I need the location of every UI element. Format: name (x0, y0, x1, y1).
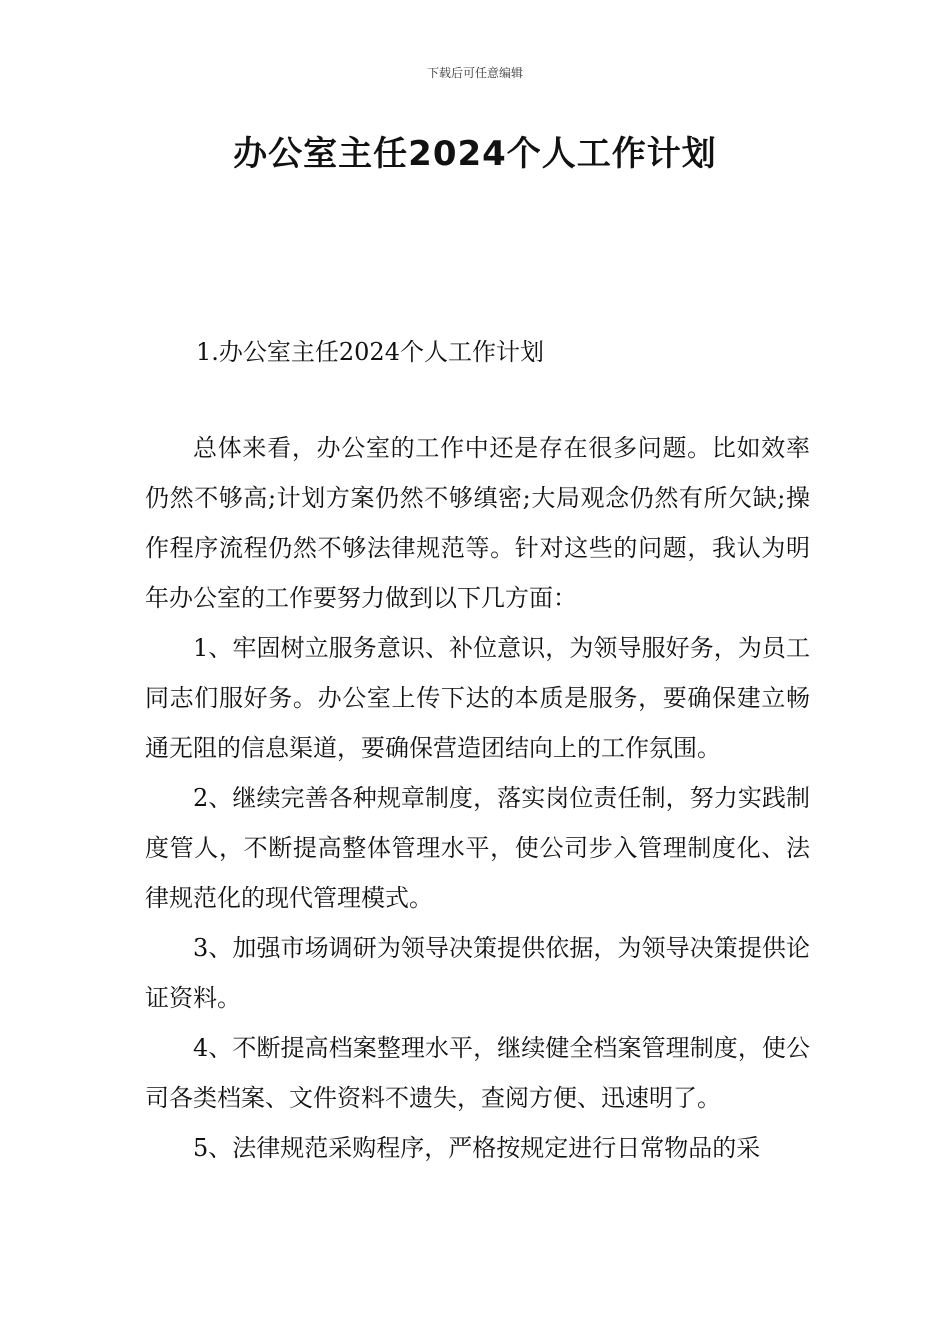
page-header-note: 下载后可任意编辑 (426, 66, 523, 80)
paragraph-item-1: 1、牢固树立服务意识、补位意识，为领导服好务，为员工同志们服好务。办公室上传下达的本质是服务，要确保建立畅通无阻的信息渠道，要确保营造团结向上的工作氛围。 (145, 634, 810, 762)
paragraph-item-4: 4、不断提高档案整理水平，继续健全档案管理制度，使公司各类档案、文件资料不遗失，查阅方便、迅速明了。 (145, 1034, 810, 1112)
paragraph-intro: 总体来看，办公室的工作中还是存在很多问题。比如效率仍然不够高;计划方案仍然不够缜密;大局观念仍然有所欠缺;操作程序流程仍然不够法律规范等。针对这些的问题，我认为明年办公室的工作要努力做到以下几方面： (145, 434, 810, 612)
paragraph-item-2: 2、继续完善各种规章制度，落实岗位责任制，努力实践制度管人，不断提高整体管理水平，使公司步入管理制度化、法律规范化的现代管理模式。 (145, 784, 810, 912)
document-body (145, 423, 810, 1173)
document-title: 办公室主任2024个人工作计划 (233, 134, 717, 174)
paragraph-item-3: 3、加强市场调研为领导决策提供依据，为领导决策提供论证资料。 (145, 934, 810, 1012)
section-heading: 1.办公室主任2024个人工作计划 (196, 338, 544, 366)
paragraph-item-5: 5、法律规范采购程序，严格按规定进行日常物品的采 (193, 1134, 761, 1162)
